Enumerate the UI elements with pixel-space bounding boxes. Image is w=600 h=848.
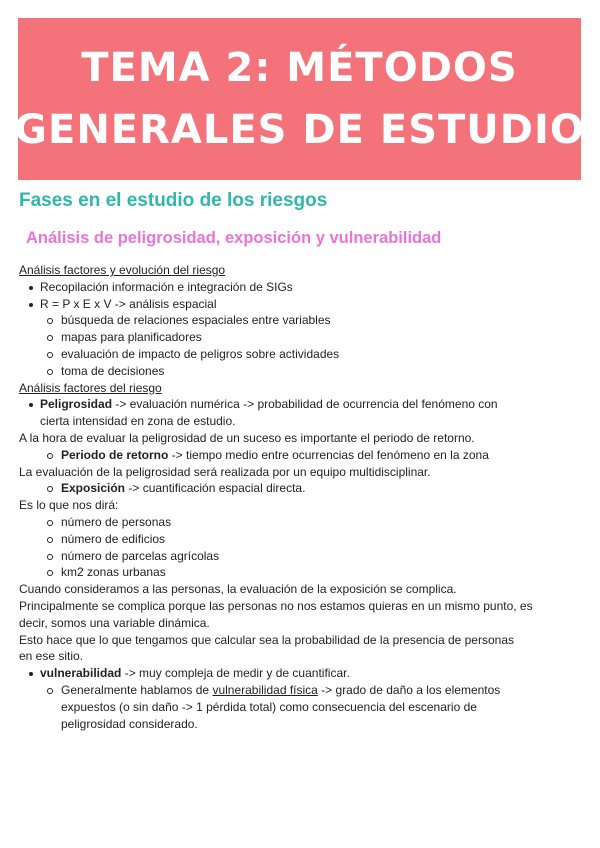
sub-bullet-item: km2 zonas urbanas (19, 564, 584, 581)
term-periodo-retorno: Periodo de retorno (61, 447, 169, 462)
term-exposicion: Exposición (61, 481, 126, 496)
sub-bullet-item: número de parcelas agrícolas (19, 548, 584, 565)
title-line-1: TEMA 2: MÉTODOS (81, 45, 518, 91)
document-body (19, 262, 584, 732)
sub-bullet-exposicion (19, 480, 584, 497)
retorno-text: -> tiempo medio entre ocurrencias del fenómeno en la zona (168, 447, 489, 462)
paragraph: A la hora de evaluar la peligrosidad de un suceso es importante el periodo de retorno. (19, 430, 475, 445)
paragraph: en ese sitio. (19, 649, 84, 664)
section-title-evolucion: Análisis factores y evolución del riesgo (19, 263, 226, 277)
term-vulnerabilidad-fisica: vulnerabilidad física (212, 682, 318, 697)
paragraph: Es lo que nos dirá: (19, 498, 119, 513)
vulnerabilidad-text: -> muy compleja de medir y de cuantificar. (121, 666, 350, 681)
bullet-vulnerabilidad (19, 665, 584, 682)
term-vulnerabilidad: vulnerabilidad (40, 666, 122, 681)
bullet-item: R = P x E x V -> análisis espacial (19, 296, 584, 313)
sub-bullet-item: evaluación de impacto de peligros sobre actividades (19, 346, 584, 363)
fisica-post: -> grado de daño a los elementos (317, 682, 501, 697)
subsection-heading: Análisis de peligrosidad, exposición y vulnerabilidad (26, 229, 442, 247)
bullet-continuation: cierta intensidad en zona de estudio. (40, 414, 236, 429)
paragraph: Principalmente se complica porque las personas no nos estamos quieras en un mismo punto, es (19, 598, 533, 613)
sub-bullet-item: mapas para planificadores (19, 329, 584, 346)
section-heading: Fases en el estudio de los riesgos (19, 190, 328, 211)
bullet-peligrosidad (19, 396, 584, 413)
sub-bullet-item: toma de decisiones (19, 363, 584, 380)
section-title-factores: Análisis factores del riesgo (19, 380, 162, 395)
sub-bullet-retorno (19, 447, 584, 464)
paragraph: Cuando consideramos a las personas, la evaluación de la exposición se complica. (19, 582, 457, 597)
title-line-2: GENERALES DE ESTUDIO (14, 107, 585, 153)
paragraph: Esto hace que lo que tengamos que calcular sea la probabilidad de la presencia de personas (19, 632, 514, 647)
bullet-continuation: peligrosidad considerado. (61, 716, 198, 731)
fisica-pre: Generalmente hablamos de (61, 682, 213, 697)
sub-bullet-item: número de personas (19, 514, 584, 531)
title-banner (14, 18, 585, 180)
exposicion-text: -> cuantificación espacial directa. (125, 481, 306, 496)
bullet-continuation: expuestos (o sin daño -> 1 pérdida total) como consecuencia del escenario de (61, 699, 477, 714)
sub-bullet-item: número de edificios (19, 531, 584, 548)
peligrosidad-text: -> evaluación numérica -> probabilidad de ocurrencia del fenómeno con (112, 397, 498, 412)
sub-bullet-fisica (19, 682, 584, 699)
paragraph: decir, somos una variable dinámica. (19, 615, 210, 630)
term-peligrosidad: Peligrosidad (40, 397, 113, 412)
sub-bullet-item: búsqueda de relaciones espaciales entre variables (19, 312, 584, 329)
bullet-item: Recopilación información e integración de SIGs (19, 279, 584, 296)
paragraph: La evaluación de la peligrosidad será realizada por un equipo multidisciplinar. (19, 464, 431, 479)
